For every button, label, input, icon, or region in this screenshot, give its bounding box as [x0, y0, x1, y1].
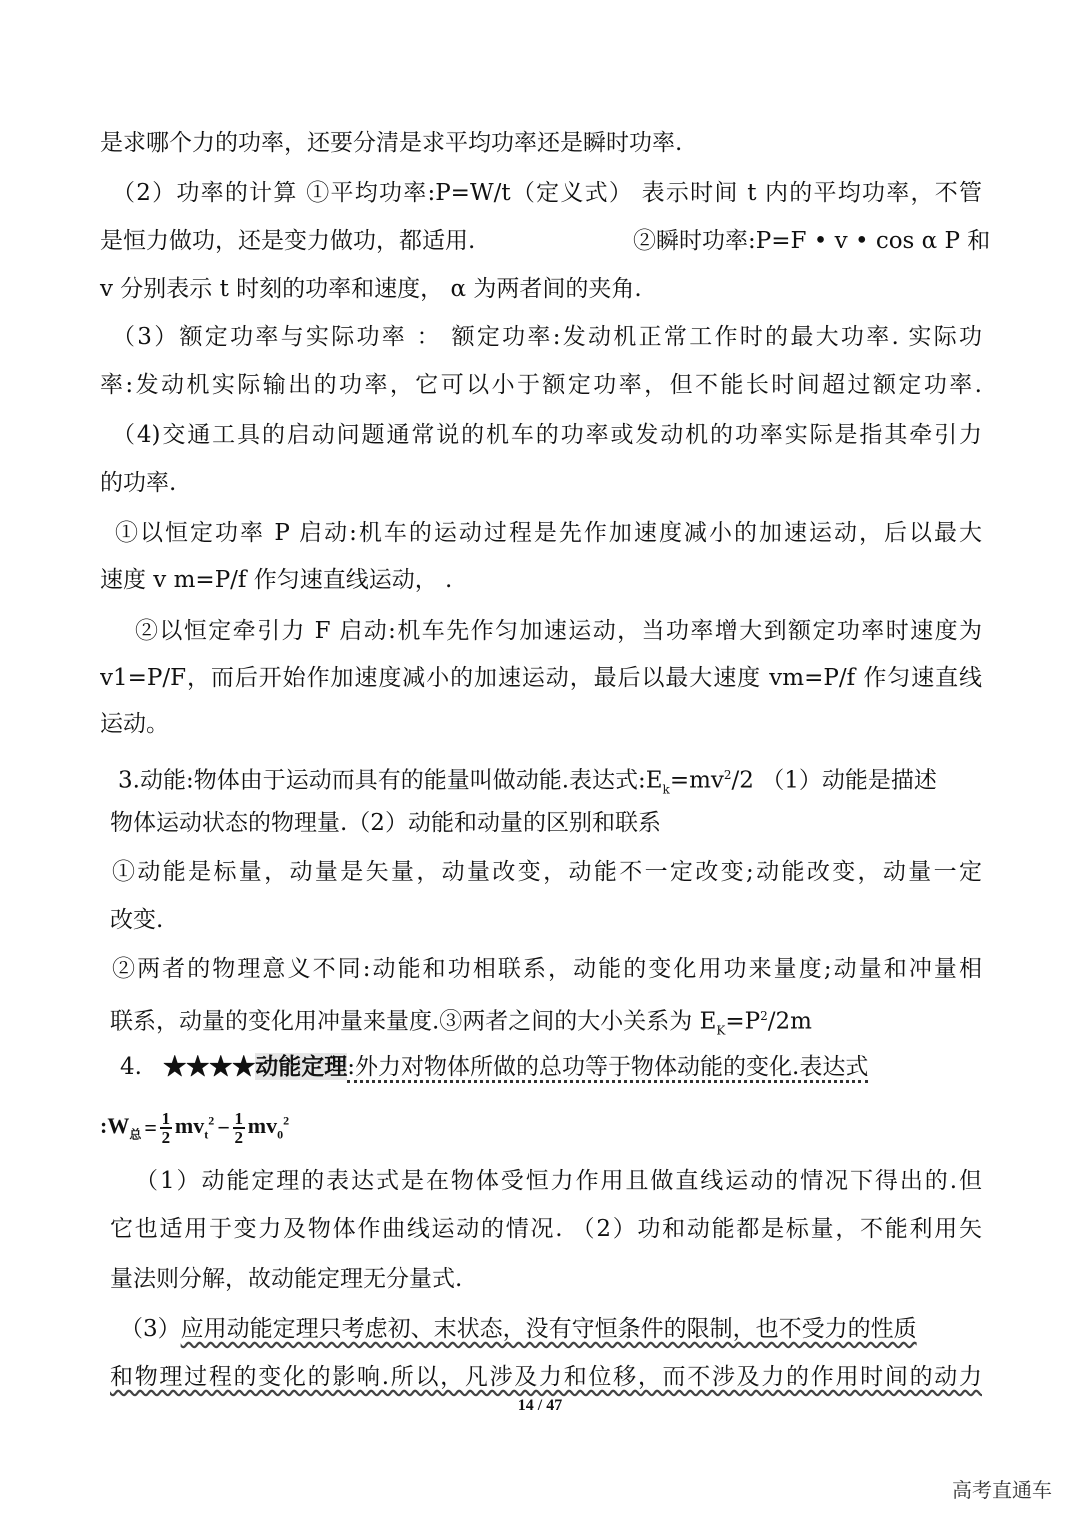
subscript: k — [662, 782, 670, 797]
theorem-title: 动能定理 — [255, 1053, 348, 1080]
text-line: v 分别表示 t 时刻的功率和速度， α 为两者间的夹角. — [100, 276, 642, 302]
item-number: 4. — [120, 1054, 142, 1080]
text-line: ②两者的物理意义不同:动能和功相联系，动能的变化用功来量度;动量和冲量相 — [112, 956, 982, 982]
underlined-text: 应用动能定理只考虑初、末状态，没有守恒条件的限制，也不受力的性质 — [180, 1316, 917, 1342]
text-line: ①动能是标量，动量是矢量，动量改变，动能不一定改变;动能改变，动量一定 — [112, 859, 982, 885]
text-line: ②以恒定牵引力 F 启动:机车先作匀加速运动，当功率增大到额定功率时速度为 — [135, 618, 982, 644]
star-rating-icon: ★★★★ — [163, 1053, 256, 1080]
fraction: $\frac{1}{2}$ — [234, 1109, 244, 1147]
text: 3.动能:物体由于运动而具有的能量叫做动能.表达式:E — [118, 767, 663, 794]
fraction: $\frac{1}{2}$ — [161, 1109, 171, 1147]
text: /2 （1）动能是描述 — [731, 767, 937, 794]
text-line: v1=P/F，而后开始作加速度减小的加速运动，最后以最大速度 vm=P/f 作匀速直线 — [100, 665, 982, 691]
text: =P — [725, 1008, 761, 1035]
formula-part: $:W_总$ — [100, 1113, 142, 1142]
relation-line — [110, 1001, 812, 1045]
work-energy-formula — [100, 1110, 289, 1146]
application-line — [120, 1314, 917, 1344]
text-line: 运动。 — [100, 711, 169, 737]
superscript: 2 — [760, 1009, 768, 1023]
text-line: （2）功率的计算 ①平均功率:P=W/t（定义式） 表示时间 t 内的平均功率，不管 — [112, 180, 982, 206]
text-line: 改变. — [110, 907, 164, 933]
text-line: 是恒力做功，还是变力做功，都适用. — [100, 228, 476, 254]
text-line: 率:发动机实际输出的功率，它可以小于额定功率，但不能长时间超过额定功率. — [100, 372, 982, 398]
watermark-footer: 高考直通车 — [952, 1478, 1052, 1502]
formula-part: $mv_t^2$ — [174, 1113, 215, 1142]
text-line: 物体运动状态的物理量.（2）动能和动量的区别和联系 — [110, 810, 661, 836]
text: =mv — [669, 767, 724, 794]
text: （3） — [120, 1316, 181, 1342]
kinetic-energy-line — [118, 760, 937, 804]
text-line: （1）动能定理的表达式是在物体受恒力作用且做直线运动的情况下得出的.但 — [135, 1168, 982, 1194]
text-line: 的功率. — [100, 470, 177, 496]
text-line: 是求哪个力的功率，还要分清是求平均功率还是瞬时功率. — [100, 130, 683, 156]
text-line: ②瞬时功率:P=F • v • cos α P 和 — [633, 228, 991, 254]
subscript: K — [716, 1023, 726, 1038]
page-number: 14 / 47 — [517, 1397, 563, 1414]
equals: = — [144, 1115, 157, 1140]
minus: − — [217, 1115, 230, 1140]
text-line: 它也适用于变力及物体作曲线运动的情况. （2）功和动能都是标量，不能利用矢 — [110, 1216, 982, 1242]
theorem-heading — [120, 1052, 868, 1082]
text: 联系，动量的变化用冲量来量度.③两者之间的大小关系为 E — [110, 1008, 717, 1035]
text-line: （3）额定功率与实际功率 ： 额定功率:发动机正常工作时的最大功率. 实际功 — [112, 324, 982, 350]
superscript: 2 — [723, 768, 732, 782]
formula-part: $mv_0^2$ — [247, 1113, 290, 1142]
text-line: 和物理过程的变化的影响.所以，凡涉及力和位移，而不涉及力的作用时间的动力 — [110, 1364, 982, 1390]
text: /2m — [767, 1008, 812, 1035]
text-line: （4)交通工具的启动问题通常说的机车的功率或发动机的功率实际是指其牵引力 — [112, 422, 982, 448]
theorem-body: :外力对物体所做的总功等于物体动能的变化.表达式 — [347, 1054, 868, 1083]
text-line: 量法则分解，故动能定理无分量式. — [110, 1266, 463, 1292]
text-line: ①以恒定功率 P 启动:机车的运动过程是先作加速度减小的加速运动，后以最大 — [115, 520, 982, 546]
text-line: 速度 v m=P/f 作匀速直线运动， . — [100, 567, 453, 593]
